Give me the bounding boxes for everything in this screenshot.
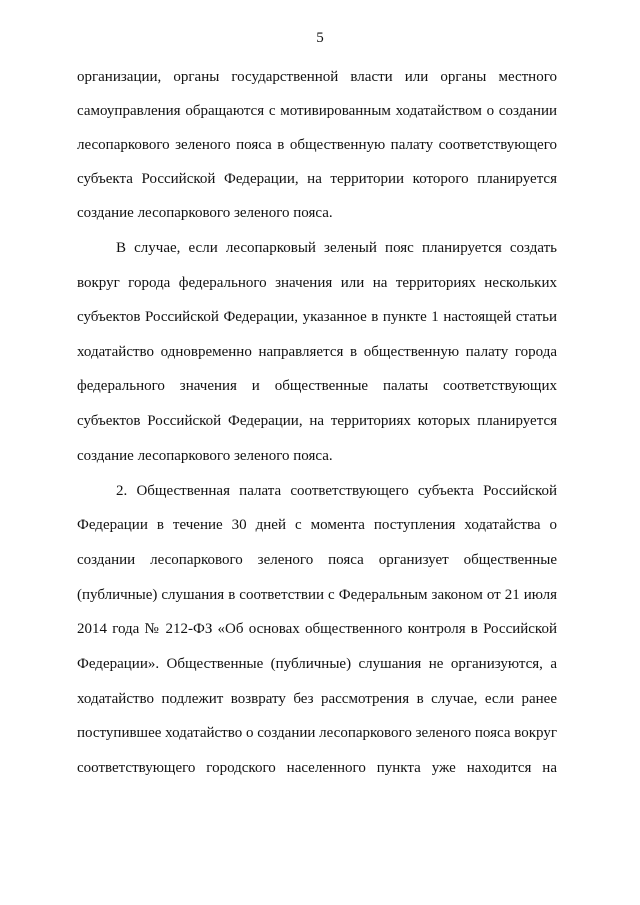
text-line: лесопаркового зеленого пояса в общественную палату соответствующего <box>77 137 557 153</box>
text-line: субъектов Российской Федерации, на территориях которых планируется <box>77 413 557 429</box>
text-line: поступившее ходатайство о создании лесопаркового зеленого пояса вокруг <box>77 725 557 741</box>
text-line: ходатайство подлежит возврату без рассмотрения в случае, если ранее <box>77 691 557 707</box>
page-number: 5 <box>316 30 324 46</box>
text-line: федерального значения и общественные палаты соответствующих <box>77 378 557 394</box>
text-line: (публичные) слушания в соответствии с Федеральным законом от 21 июля <box>77 587 557 603</box>
text-line: Федерации». Общественные (публичные) слушания не организуются, а <box>77 656 557 672</box>
text-line: создание лесопаркового зеленого пояса. <box>77 205 333 221</box>
text-line: соответствующего городского населенного пункта уже находится на <box>77 760 557 776</box>
text-line: вокруг города федерального значения или на территориях нескольких <box>77 275 557 291</box>
text-line: создании лесопаркового зеленого пояса организует общественные <box>77 552 557 568</box>
text-line: ходатайство одновременно направляется в общественную палату города <box>77 344 557 360</box>
text-line: организации, органы государственной власти или органы местного <box>77 69 557 85</box>
text-line: самоуправления обращаются с мотивированным ходатайством о создании <box>77 103 557 119</box>
paragraph-first-line: В случае, если лесопарковый зеленый пояс планируется создать <box>116 240 557 256</box>
text-line: субъекта Российской Федерации, на территории которого планируется <box>77 171 557 187</box>
text-line: создание лесопаркового зеленого пояса. <box>77 448 333 464</box>
text-line: субъектов Российской Федерации, указанное в пункте 1 настоящей статьи <box>77 309 557 325</box>
text-line: Федерации в течение 30 дней с момента поступления ходатайства о <box>77 517 557 533</box>
paragraph-first-line: 2. Общественная палата соответствующего субъекта Российской <box>116 483 557 499</box>
text-line: 2014 года № 212-ФЗ «Об основах общественного контроля в Российской <box>77 621 557 637</box>
